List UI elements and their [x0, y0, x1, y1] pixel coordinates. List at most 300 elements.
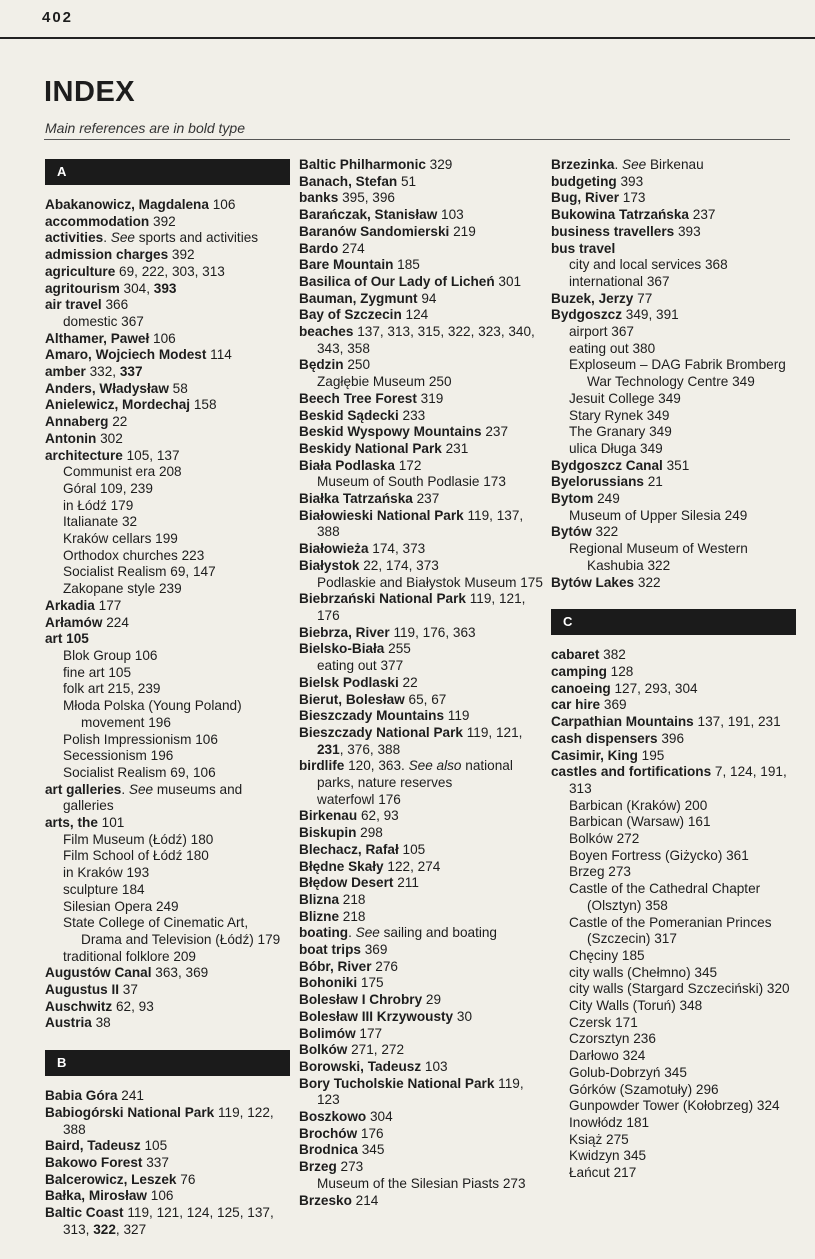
- entry-references: 62, 93: [112, 998, 154, 1014]
- index-column-2: [299, 157, 544, 1209]
- index-entry: [45, 1205, 290, 1238]
- entry-references: 241: [117, 1088, 144, 1104]
- entry-references: 255: [384, 641, 411, 657]
- index-subentry: [551, 1031, 796, 1048]
- entry-references: 119, 122, 388: [63, 1104, 274, 1137]
- index-subentry: [551, 998, 796, 1015]
- index-entry: [299, 825, 544, 842]
- index-subentry: [551, 1098, 796, 1115]
- entry-references: 172: [394, 457, 422, 473]
- entry-references: 195: [637, 747, 665, 763]
- entry-references: Communist era 208: [63, 464, 182, 480]
- entry-references: 30: [453, 1008, 473, 1024]
- entry-references: Czorsztyn 236: [569, 1031, 656, 1047]
- entry-heading: Biebrza, River: [299, 624, 390, 640]
- index-subentry: [45, 314, 290, 331]
- index-entry: [299, 1059, 544, 1076]
- index-entry: [299, 1076, 544, 1109]
- index-subentry: [551, 541, 796, 574]
- entry-references: 58: [168, 380, 188, 396]
- entry-references: .: [614, 157, 623, 172]
- entry-heading: castles and fortifications: [551, 764, 712, 780]
- entry-heading: Bukowina Tatrzańska: [551, 207, 689, 223]
- entry-references: Italianate 32: [63, 514, 138, 530]
- entry-references: waterfowl 176: [317, 791, 401, 807]
- entry-references: traditional folklore 209: [63, 948, 196, 964]
- entry-references: 363, 369: [151, 965, 209, 981]
- entry-heading: Bug, River: [551, 190, 619, 206]
- entry-references: 250: [343, 357, 371, 373]
- entry-references: Chęciny 185: [569, 947, 645, 963]
- entry-see-reference: See also: [408, 758, 462, 774]
- entry-references: 366: [101, 297, 129, 313]
- entry-references: 119, 121, 124, 125, 137, 313,: [63, 1205, 274, 1237]
- entry-references: 173: [618, 190, 646, 206]
- index-entry: [551, 207, 796, 224]
- entry-heading: amber: [45, 364, 86, 380]
- entry-heading: Bielsk Podlaski: [299, 674, 399, 690]
- index-entry: [299, 274, 544, 291]
- entry-heading: Bohoniki: [299, 975, 358, 991]
- index-subentry: [45, 548, 290, 565]
- index-entry: [299, 992, 544, 1009]
- entry-references: 185: [393, 257, 420, 273]
- index-entry: [299, 257, 544, 274]
- entry-references: 276: [371, 958, 398, 974]
- entry-heading: Beskid Sądecki: [299, 407, 399, 423]
- entry-see-target: sports and activities: [134, 230, 259, 246]
- entry-references: 105: [398, 841, 426, 857]
- entry-heading: Bydgoszcz: [551, 307, 623, 323]
- entry-heading: Babia Góra: [45, 1088, 118, 1104]
- entry-references: 219: [449, 223, 476, 239]
- entry-heading: Bauman, Zygmunt: [299, 290, 418, 306]
- entry-references: 231: [441, 440, 469, 456]
- entry-heading: air travel: [45, 297, 102, 313]
- index-entry: [45, 214, 290, 231]
- entry-see-target: sailing and boating: [379, 925, 497, 941]
- index-entry: [45, 1105, 290, 1138]
- entry-references: Blok Group 106: [63, 647, 158, 663]
- entry-references: 29: [422, 992, 442, 1008]
- entry-references: Młoda Polska (Young Poland) movement 196: [63, 698, 242, 730]
- entry-references: 349, 391: [622, 307, 679, 323]
- entry-references: 94: [417, 290, 437, 306]
- entry-references: 393: [674, 223, 701, 239]
- index-entry: [299, 1009, 544, 1026]
- entry-heading: Amaro, Wojciech Modest: [45, 347, 207, 363]
- entry-references: 177: [355, 1025, 383, 1041]
- index-subentry: [551, 257, 796, 274]
- index-entry: [45, 1172, 290, 1189]
- index-entry: [299, 875, 544, 892]
- entry-references: 119, 121,: [462, 724, 523, 740]
- index-entry: [45, 982, 290, 999]
- entry-references: State College of Cinematic Art, Drama and Television (Łódź) 179: [63, 915, 281, 947]
- index-subentry: [551, 408, 796, 425]
- entry-references: 120, 363.: [344, 758, 409, 774]
- entry-heading: agritourism: [45, 280, 120, 296]
- entry-references: Bolków 272: [569, 831, 640, 847]
- entry-references: city walls (Stargard Szczeciński) 320: [569, 981, 790, 997]
- subtitle-rule: [44, 139, 790, 140]
- entry-heading: Arkadia: [45, 597, 95, 613]
- index-entry: [299, 692, 544, 709]
- section-letter-header: A: [45, 159, 290, 185]
- entry-heading: Beskid Wyspowy Mountains: [299, 424, 482, 440]
- entry-heading: Bakowo Forest: [45, 1154, 143, 1170]
- entry-heading: Bieszczady Mountains: [299, 708, 445, 724]
- index-entry: [299, 558, 544, 575]
- entry-references: 237: [689, 207, 716, 223]
- index-entry: [299, 909, 544, 926]
- index-entry: [551, 458, 796, 475]
- index-entry: [551, 224, 796, 241]
- index-entry: [551, 681, 796, 698]
- entry-references: 62, 93: [357, 808, 399, 824]
- entry-references: 101: [97, 815, 125, 831]
- entry-references: Zagłębie Museum 250: [317, 374, 452, 390]
- entry-heading: Bóbr, River: [299, 958, 372, 974]
- index-entry: [45, 431, 290, 448]
- index-subentry: [45, 915, 290, 948]
- entry-references: Górków (Szamotuły) 296: [569, 1081, 719, 1097]
- index-entry: [45, 264, 290, 281]
- entry-references: 174, 373: [368, 541, 426, 557]
- index-subentry: [45, 514, 290, 531]
- index-column-1: [45, 157, 290, 1238]
- entry-references: 22, 174, 373: [359, 557, 439, 573]
- entry-heading: Brochów: [299, 1125, 358, 1141]
- index-subentry: [551, 1015, 796, 1032]
- index-entry: [299, 190, 544, 207]
- entry-references: Film School of Łódź 180: [63, 848, 209, 864]
- page-subtitle: Main references are in bold type: [45, 120, 245, 136]
- entry-references: Kraków cellars 199: [63, 531, 178, 547]
- index-entry: [299, 892, 544, 909]
- entry-references: 119, 123: [317, 1075, 524, 1108]
- index-subentry: [45, 848, 290, 865]
- index-entry: [551, 524, 796, 541]
- entry-references: Czersk 171: [569, 1014, 638, 1030]
- entry-references: The Granary 349: [569, 424, 672, 440]
- index-entry: [299, 925, 544, 942]
- entry-main-reference: 337: [119, 364, 143, 380]
- index-subentry: [551, 1082, 796, 1099]
- index-subentry: [551, 864, 796, 881]
- index-entry: [551, 714, 796, 731]
- entry-references: 105, 137: [122, 447, 180, 463]
- entry-heading: Byelorussians: [551, 474, 644, 490]
- entry-references: international 367: [569, 273, 670, 289]
- entry-references: folk art 215, 239: [63, 681, 161, 697]
- entry-references: 22: [398, 674, 418, 690]
- index-subentry: [551, 831, 796, 848]
- entry-references: Exploseum – DAG Fabrik Bromberg War Technology Centre 349: [569, 357, 786, 390]
- index-entry: [45, 364, 290, 381]
- entry-references: 77: [633, 290, 653, 306]
- entry-heading: cabaret: [551, 647, 600, 663]
- entry-references: 237: [412, 491, 440, 507]
- entry-references: Socialist Realism 69, 147: [63, 564, 216, 580]
- entry-heading: car hire: [551, 697, 601, 713]
- index-subentry: [551, 1165, 796, 1182]
- index-entry: [45, 782, 290, 815]
- entry-references: 38: [91, 1015, 111, 1031]
- entry-references: 119: [444, 708, 470, 724]
- entry-references: 329: [425, 157, 453, 172]
- entry-references: Jesuit College 349: [569, 390, 681, 406]
- index-entry: [551, 291, 796, 308]
- entry-references: city walls (Chełmno) 345: [569, 964, 718, 980]
- index-subentry: [551, 981, 796, 998]
- index-entry: [551, 731, 796, 748]
- entry-references: 119, 176, 363: [389, 624, 476, 640]
- index-entry: [551, 491, 796, 508]
- entry-heading: art galleries: [45, 781, 122, 797]
- index-entry: [299, 441, 544, 458]
- entry-heading: Baltic Coast: [45, 1205, 124, 1221]
- section-letter-header: B: [45, 1050, 290, 1076]
- entry-references: Regional Museum of Western Kashubia 322: [569, 541, 748, 573]
- entry-see-reference: See: [622, 157, 647, 172]
- entry-references: 298: [356, 825, 383, 841]
- entry-references: 76: [176, 1171, 196, 1187]
- index-subentry: [45, 832, 290, 849]
- entry-heading: Banach, Stefan: [299, 173, 398, 189]
- entry-heading: Błędow Desert: [299, 875, 394, 891]
- entry-references: 214: [351, 1192, 379, 1208]
- entry-references: 65, 67: [404, 691, 447, 707]
- entry-references: 114: [206, 347, 232, 363]
- index-entry: [299, 1042, 544, 1059]
- index-entry: [45, 448, 290, 465]
- index-entry: [45, 815, 290, 832]
- entry-references: 304,: [119, 280, 154, 296]
- entry-heading: Bare Mountain: [299, 257, 394, 273]
- entry-references: 177: [94, 597, 122, 613]
- index-entry: [45, 965, 290, 982]
- entry-heading: Anders, Władysław: [45, 380, 169, 396]
- entry-heading: Biskupin: [299, 825, 357, 841]
- index-entry: [299, 508, 544, 541]
- index-entry: [299, 241, 544, 258]
- index-entry: [45, 297, 290, 314]
- index-entry: [551, 748, 796, 765]
- entry-references: 395, 396: [338, 190, 395, 206]
- index-entry: [299, 458, 544, 475]
- entry-heading: Augustów Canal: [45, 965, 152, 981]
- index-entry: [299, 1109, 544, 1126]
- entry-heading: Białka Tatrzańska: [299, 491, 413, 507]
- entry-references: 224: [102, 614, 129, 630]
- entry-references: Barbican (Kraków) 200: [569, 797, 708, 813]
- entry-see-target: national parks, nature reserves: [317, 758, 513, 791]
- entry-heading: beaches: [299, 324, 354, 340]
- entry-references: 175: [357, 975, 384, 991]
- entry-heading: Będzin: [299, 357, 344, 373]
- entry-references: airport 367: [569, 324, 634, 340]
- index-subentry: [551, 274, 796, 291]
- index-subentry: [551, 881, 796, 914]
- index-subentry: [551, 1115, 796, 1132]
- index-entry: [45, 598, 290, 615]
- entry-references: 137, 313, 315, 322, 323, 340, 343, 358: [317, 324, 535, 356]
- entry-references: 301: [494, 273, 522, 289]
- entry-references: 332,: [85, 364, 120, 380]
- entry-see-target: museums and galleries: [63, 781, 243, 814]
- entry-references: 103: [421, 1058, 448, 1074]
- index-entry: [299, 959, 544, 976]
- index-subentry: [551, 508, 796, 525]
- entry-references: eating out 380: [569, 340, 656, 356]
- entry-references: 337: [142, 1154, 169, 1170]
- entry-references: 124: [401, 307, 429, 323]
- entry-heading: agriculture: [45, 263, 116, 279]
- entry-references: sculpture 184: [63, 881, 145, 897]
- index-subentry: [551, 1132, 796, 1149]
- entry-heading: Abakanowicz, Magdalena: [45, 197, 209, 212]
- index-entry: [299, 842, 544, 859]
- entry-heading: boat trips: [299, 942, 361, 958]
- entry-references: 274: [338, 240, 365, 256]
- index-subentry: [299, 474, 544, 491]
- index-subentry: [551, 441, 796, 458]
- section-letter-header: C: [551, 609, 796, 635]
- entry-references: 237: [481, 424, 509, 440]
- entry-references: Darłowo 324: [569, 1048, 646, 1064]
- index-entry: [299, 174, 544, 191]
- entry-heading: Bałka, Mirosław: [45, 1188, 147, 1204]
- index-entry: [299, 975, 544, 992]
- index-subentry: [551, 814, 796, 831]
- index-subentry: [45, 581, 290, 598]
- index-entry: [551, 647, 796, 664]
- entry-references: 122, 274: [383, 858, 441, 874]
- entry-references: 302: [96, 430, 123, 446]
- entry-references: 105: [140, 1138, 168, 1154]
- index-subentry: [45, 732, 290, 749]
- entry-heading: Brodnica: [299, 1142, 358, 1158]
- entry-references: 233: [398, 407, 426, 423]
- index-entry: [299, 207, 544, 224]
- entry-references: domestic 367: [63, 313, 144, 329]
- entry-references: 393: [616, 173, 644, 189]
- index-subentry: [551, 324, 796, 341]
- entry-see-reference: See: [110, 230, 135, 246]
- entry-references: 211: [393, 875, 419, 891]
- entry-references: Castle of the Pomeranian Princes (Szczecin) 317: [569, 914, 772, 947]
- entry-references: 22: [108, 414, 128, 430]
- entry-references: Gunpowder Tower (Kołobrzeg) 324: [569, 1098, 780, 1114]
- section-gap: [45, 1032, 290, 1048]
- entry-references: Socialist Realism 69, 106: [63, 764, 216, 780]
- index-entry: [299, 307, 544, 324]
- entry-heading: Arłamów: [45, 614, 103, 630]
- index-subentry: [299, 1176, 544, 1193]
- index-entry: [45, 381, 290, 398]
- entry-references: 7, 124, 191, 313: [569, 764, 787, 796]
- entry-references: Książ 275: [569, 1131, 629, 1147]
- entry-heading: Baird, Tadeusz: [45, 1138, 141, 1154]
- entry-heading: Brzesko: [299, 1192, 352, 1208]
- entry-heading: art: [45, 631, 63, 647]
- entry-heading: Bieszczady National Park: [299, 724, 463, 740]
- index-entry: [45, 1088, 290, 1105]
- entry-references: 69, 222, 303, 313: [115, 263, 225, 279]
- index-column-3: [551, 157, 796, 1182]
- entry-heading: Basilica of Our Lady of Licheń: [299, 273, 495, 289]
- index-entry: [45, 197, 290, 214]
- entry-references: Góral 109, 239: [63, 480, 153, 496]
- entry-heading: Bierut, Bolesław: [299, 691, 405, 707]
- entry-heading: banks: [299, 190, 339, 206]
- index-entry: [551, 575, 796, 592]
- index-entry: [299, 391, 544, 408]
- entry-references: 158: [190, 397, 217, 413]
- index-entry: [551, 157, 796, 174]
- entry-references: .: [103, 230, 111, 246]
- entry-references: 351: [662, 457, 690, 473]
- entry-heading: architecture: [45, 447, 123, 463]
- index-entry: [299, 224, 544, 241]
- entry-heading: Anielewicz, Mordechaj: [45, 397, 191, 413]
- entry-references: 322: [591, 524, 619, 540]
- entry-references: 369: [360, 942, 388, 958]
- entry-heading: Blizna: [299, 891, 340, 907]
- entry-references: 119, 137, 388: [317, 507, 524, 540]
- entry-references: 21: [643, 474, 663, 490]
- index-subentry: [45, 464, 290, 481]
- entry-heading: budgeting: [551, 173, 617, 189]
- entry-references: fine art 105: [63, 664, 132, 680]
- entry-heading: Babiogórski National Park: [45, 1104, 215, 1120]
- index-subentry: [45, 949, 290, 966]
- index-subentry: [45, 765, 290, 782]
- entry-references-tail: , 327: [115, 1221, 147, 1237]
- index-entry: [299, 758, 544, 791]
- entry-heading: Baranów Sandomierski: [299, 223, 450, 239]
- entry-references: Stary Rynek 349: [569, 407, 670, 423]
- index-entry: [551, 664, 796, 681]
- entry-heading: Brzeg: [299, 1159, 337, 1175]
- entry-references: Castle of the Cathedral Chapter (Olsztyn) 358: [569, 881, 761, 913]
- entry-heading: Blizne: [299, 908, 340, 924]
- entry-references: eating out 377: [317, 658, 404, 674]
- entry-heading: Barańczak, Stanisław: [299, 207, 438, 223]
- entry-heading: Blechacz, Rafał: [299, 841, 399, 857]
- entry-heading: Baltic Philharmonic: [299, 157, 426, 172]
- entry-references: Secessionism 196: [63, 748, 174, 764]
- entry-references: 218: [339, 891, 366, 907]
- entry-heading: Borowski, Tadeusz: [299, 1058, 422, 1074]
- index-entry: [299, 625, 544, 642]
- index-subentry: [299, 658, 544, 675]
- entry-heading: birdlife: [299, 758, 345, 774]
- entry-references: 392: [149, 213, 176, 229]
- index-entry: [45, 1188, 290, 1205]
- entry-references: 319: [416, 390, 444, 406]
- index-entry: [299, 942, 544, 959]
- entry-references: Film Museum (Łódź) 180: [63, 831, 214, 847]
- index-subentry: [45, 564, 290, 581]
- index-entry: [45, 247, 290, 264]
- index-entry: [299, 357, 544, 374]
- page-title: INDEX: [44, 76, 136, 108]
- entry-references: Golub-Dobrzyń 345: [569, 1064, 687, 1080]
- index-subentry: [45, 882, 290, 899]
- entry-references: Inowłódz 181: [569, 1114, 650, 1130]
